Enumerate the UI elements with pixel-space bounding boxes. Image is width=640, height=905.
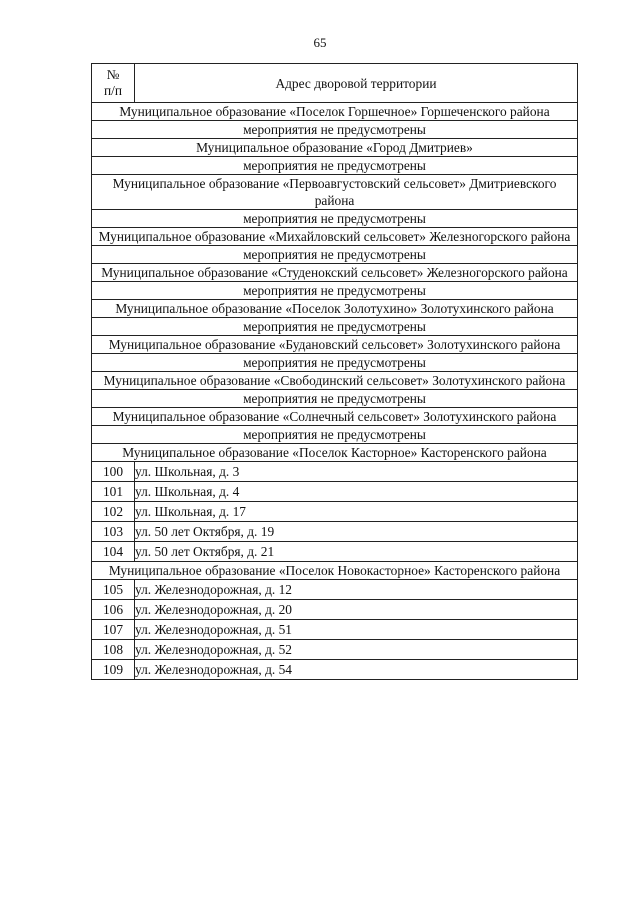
section-title: Муниципальное образование «Поселок Горшечное» Горшеченского района <box>92 103 578 121</box>
row-number: 100 <box>92 462 135 482</box>
no-activities-note: мероприятия не предусмотрены <box>92 210 578 228</box>
no-activities-note: мероприятия не предусмотрены <box>92 121 578 139</box>
row-number: 103 <box>92 522 135 542</box>
section-row <box>92 264 578 282</box>
no-activities-row <box>92 354 578 372</box>
address-table <box>91 63 578 680</box>
row-address: ул. Железнодорожная, д. 51 <box>135 620 578 640</box>
row-number: 102 <box>92 502 135 522</box>
no-activities-note: мероприятия не предусмотрены <box>92 426 578 444</box>
section-title: Муниципальное образование «Свободинский сельсовет» Золотухинского района <box>92 372 578 390</box>
no-activities-row <box>92 157 578 175</box>
row-address: ул. Школьная, д. 17 <box>135 502 578 522</box>
table-row <box>92 502 578 522</box>
row-number: 108 <box>92 640 135 660</box>
no-activities-row <box>92 390 578 408</box>
section-title: Муниципальное образование «Студенокский сельсовет» Железногорского района <box>92 264 578 282</box>
table-row <box>92 660 578 680</box>
row-address: ул. 50 лет Октября, д. 21 <box>135 542 578 562</box>
number-header-line2: п/п <box>103 83 123 98</box>
no-activities-row <box>92 282 578 300</box>
section-title: Муниципальное образование «Будановский сельсовет» Золотухинского района <box>92 336 578 354</box>
page-number: 65 <box>313 35 327 50</box>
table-row <box>92 482 578 502</box>
no-activities-note: мероприятия не предусмотрены <box>92 390 578 408</box>
row-address: ул. Железнодорожная, д. 52 <box>135 640 578 660</box>
no-activities-note: мероприятия не предусмотрены <box>92 157 578 175</box>
section-row <box>92 372 578 390</box>
table-row <box>92 542 578 562</box>
section-title: Муниципальное образование «Поселок Золотухино» Золотухинского района <box>92 300 578 318</box>
section-title: Муниципальное образование «Поселок Новокасторное» Касторенского района <box>92 562 578 580</box>
row-address: ул. Железнодорожная, д. 12 <box>135 580 578 600</box>
number-header-line1: № <box>106 67 120 82</box>
section-title: Муниципальное образование «Михайловский сельсовет» Железногорского района <box>92 228 578 246</box>
section-row <box>92 444 578 462</box>
row-address: ул. Школьная, д. 4 <box>135 482 578 502</box>
table-row <box>92 620 578 640</box>
address-column-header: Адрес дворовой территории <box>135 64 578 103</box>
table-row <box>92 580 578 600</box>
table-header-row <box>92 64 578 103</box>
section-title: Муниципальное образование «Солнечный сельсовет» Золотухинского района <box>92 408 578 426</box>
section-row <box>92 228 578 246</box>
table-row <box>92 522 578 542</box>
section-row <box>92 103 578 121</box>
no-activities-note: мероприятия не предусмотрены <box>92 246 578 264</box>
no-activities-row <box>92 121 578 139</box>
row-address: ул. Школьная, д. 3 <box>135 462 578 482</box>
row-number: 101 <box>92 482 135 502</box>
no-activities-row <box>92 426 578 444</box>
section-row <box>92 175 578 210</box>
row-number: 105 <box>92 580 135 600</box>
row-number: 106 <box>92 600 135 620</box>
section-title: Муниципальное образование «Поселок Касторное» Касторенского района <box>92 444 578 462</box>
section-row <box>92 139 578 157</box>
row-number: 104 <box>92 542 135 562</box>
table-body <box>92 103 578 680</box>
no-activities-row <box>92 210 578 228</box>
number-column-header <box>92 64 135 103</box>
row-address: ул. 50 лет Октября, д. 19 <box>135 522 578 542</box>
no-activities-row <box>92 318 578 336</box>
row-number: 107 <box>92 620 135 640</box>
no-activities-note: мероприятия не предусмотрены <box>92 354 578 372</box>
section-row <box>92 408 578 426</box>
table-row <box>92 462 578 482</box>
row-number: 109 <box>92 660 135 680</box>
no-activities-note: мероприятия не предусмотрены <box>92 282 578 300</box>
section-row <box>92 336 578 354</box>
row-address: ул. Железнодорожная, д. 54 <box>135 660 578 680</box>
section-row <box>92 300 578 318</box>
no-activities-note: мероприятия не предусмотрены <box>92 318 578 336</box>
section-title: Муниципальное образование «Первоавгустовский сельсовет» Дмитриевского района <box>92 175 578 210</box>
row-address: ул. Железнодорожная, д. 20 <box>135 600 578 620</box>
no-activities-row <box>92 246 578 264</box>
section-title: Муниципальное образование «Город Дмитриев» <box>92 139 578 157</box>
table-row <box>92 640 578 660</box>
section-row <box>92 562 578 580</box>
table-row <box>92 600 578 620</box>
